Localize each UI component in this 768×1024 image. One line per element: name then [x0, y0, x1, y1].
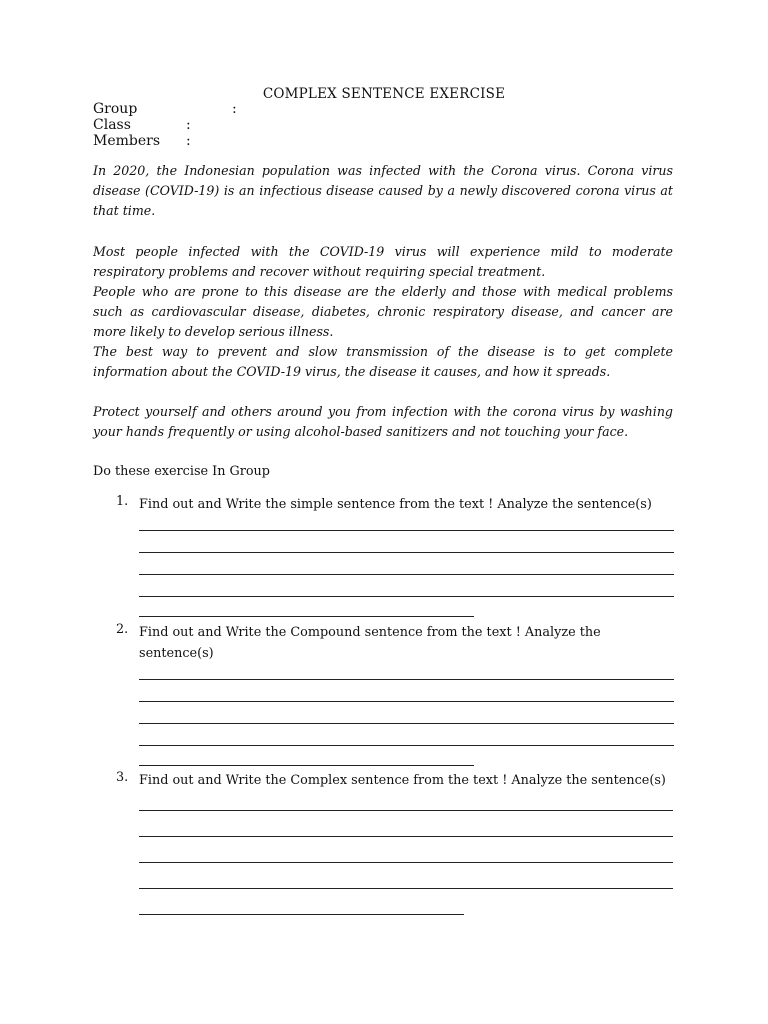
answer-line[interactable]	[139, 701, 674, 702]
answer-line[interactable]	[139, 765, 474, 766]
answer-line[interactable]	[139, 616, 474, 617]
paragraph-intro: In 2020, the Indonesian population was infected with the Corona virus. Corona virus disease (COVID-19) is an infectious disease caused by a newly discovered corona virus at that time.	[93, 163, 673, 218]
instruction-text: Do these exercise In Group	[93, 464, 270, 479]
paragraph-protection: Protect yourself and others around you from infection with the corona virus by washing your hands frequently or using alcohol-based sanitizers and not touching your face.	[93, 404, 673, 439]
question-number: 3.	[116, 770, 129, 785]
group-label: Group	[93, 101, 138, 117]
group-colon: :	[232, 101, 237, 117]
answer-line[interactable]	[139, 596, 674, 597]
answer-line[interactable]	[139, 862, 673, 863]
members-colon: :	[186, 133, 191, 149]
answer-line[interactable]	[139, 745, 674, 746]
answer-line[interactable]	[139, 914, 464, 915]
class-label: Class	[93, 117, 131, 133]
answer-line[interactable]	[139, 574, 674, 575]
answer-line[interactable]	[139, 552, 674, 553]
answer-line[interactable]	[139, 530, 674, 531]
document-title: COMPLEX SENTENCE EXERCISE	[262, 86, 506, 102]
question-number: 2.	[116, 622, 129, 637]
paragraph-prevention: The best way to prevent and slow transmission of the disease is to get complete information about the COVID-19 virus, the disease it causes, and how it spreads.	[93, 344, 673, 379]
paragraph-symptoms: Most people infected with the COVID-19 virus will experience mild to moderate respiratory problems and recover without requiring special treatment.	[93, 244, 673, 279]
question-text: Find out and Write the Complex sentence from the text ! Analyze the sentence(s)	[139, 773, 666, 788]
answer-line[interactable]	[139, 888, 673, 889]
question-number: 1.	[116, 494, 129, 509]
question-text: Find out and Write the Compound sentence from the text ! Analyze the sentence(s)	[139, 625, 601, 661]
paragraph-risk-groups: People who are prone to this disease are the elderly and those with medical problems such as cardiovascular disease, diabetes, chronic respiratory disease, and cancer are more likely to develop serious illness.	[93, 284, 673, 339]
answer-line[interactable]	[139, 836, 673, 837]
answer-line[interactable]	[139, 679, 674, 680]
answer-line[interactable]	[139, 723, 674, 724]
answer-line[interactable]	[139, 810, 673, 811]
members-label: Members	[93, 133, 161, 149]
question-text: Find out and Write the simple sentence from the text ! Analyze the sentence(s)	[139, 497, 652, 512]
class-colon: :	[186, 117, 191, 133]
